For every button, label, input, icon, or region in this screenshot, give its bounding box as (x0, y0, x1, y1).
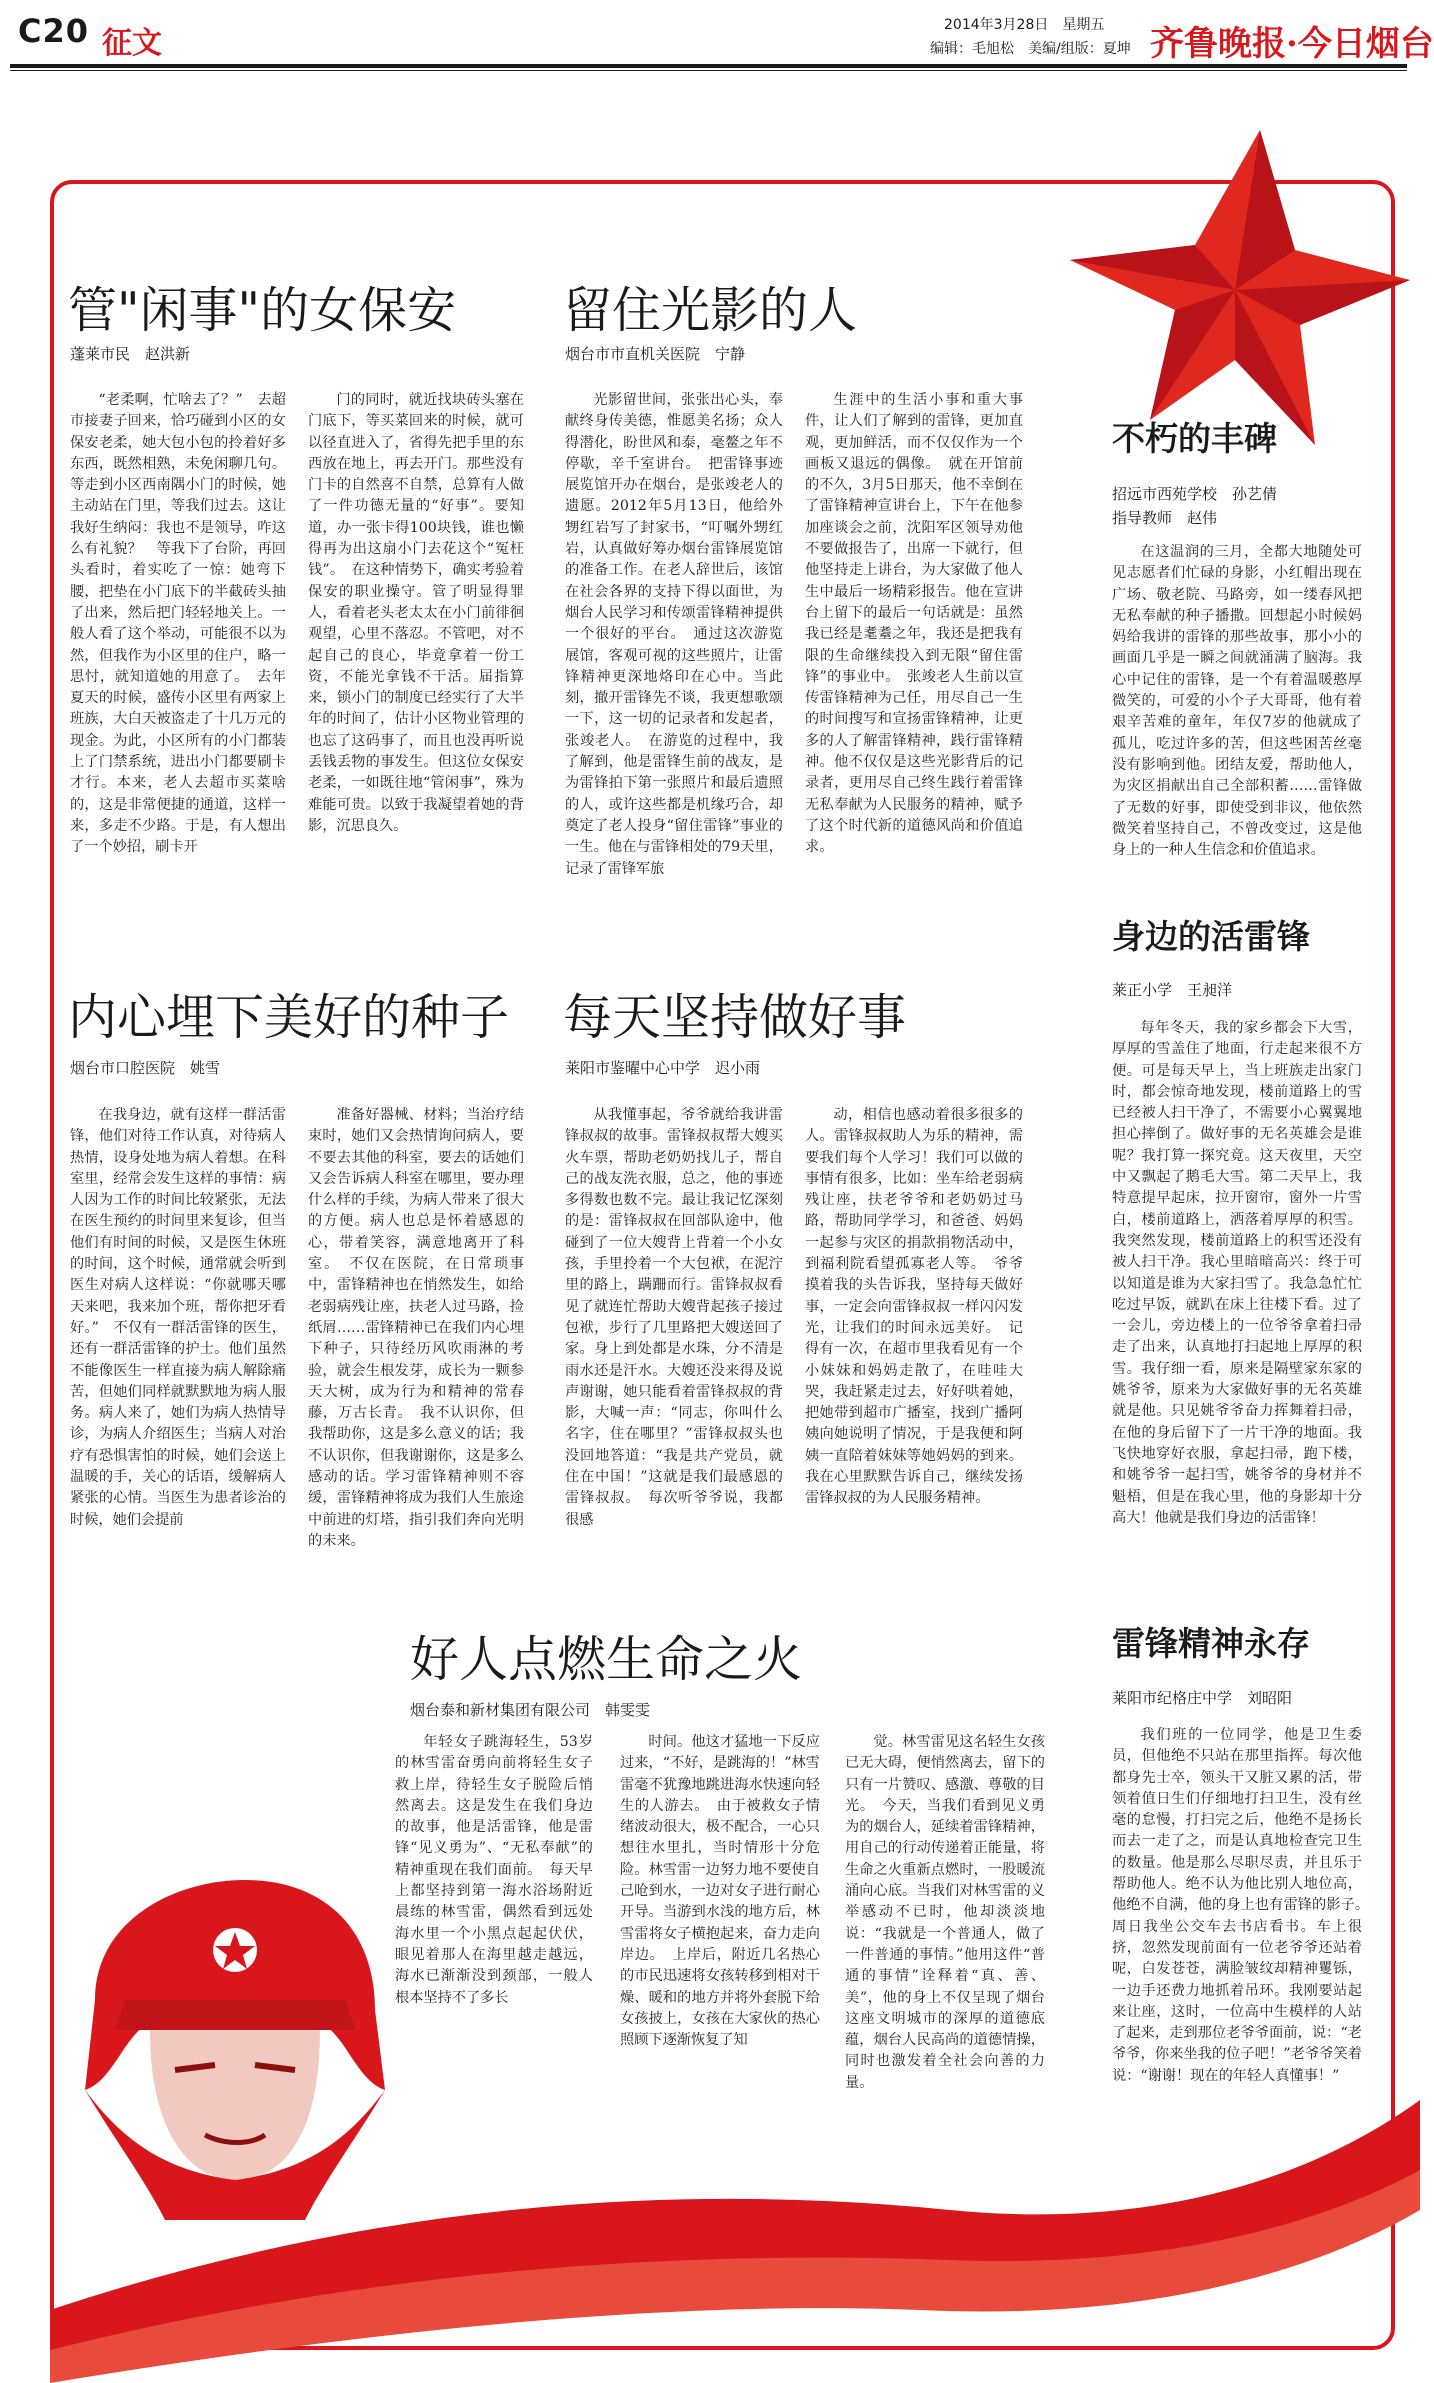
article-1-title: 管"闲事"的女保安 (68, 282, 457, 339)
sidebar-article-2-body: 每年冬天，我的家乡都会下大雪，厚厚的雪盖住了地面，行走起来很不方便。可是每天早上，当上班族走出家门时，都会惊奇地发现，楼前道路上的雪已经被人扫干净了，不需要小心翼翼地担心摔倒了。做好事的无名英雄会是谁呢？我打算一探究竟。这天夜里，天空中又飘起了鹅毛大雪。第二天早上，我特意提早起床，拉开窗帘，窗外一片雪白，楼前道路上，洒落着厚厚的积雪。我突然发现，楼前道路上的积雪还没有被人扫干净。我心里暗暗高兴：终于可以知道是谁为大家扫雪了。我急急忙忙吃过早饭，就趴在床上往楼下看。过了一会儿，旁边楼上的一位爷爷拿着扫帚走了出来，认真地打扫起地上厚厚的积雪。我仔细一看，原来是隔壁家东家的姚爷爷，原来为大家做好事的无名英雄就是他。只见姚爷爷奋力挥舞着扫帚，在他的身后留下了一片干净的地面。我飞快地穿好衣服，拿起扫帚，跑下楼，和姚爷爷一起扫雪，姚爷爷的身材并不魁梧，但是在我心里，他的身影却十分高大！他就是我们身边的活雷锋！ (1112, 1020, 1362, 1526)
newspaper-brand: 齐鲁晚报·今日烟台 (1150, 24, 1434, 64)
sidebar-article-3-title: 雷锋精神永存 (1112, 1624, 1310, 1663)
article-5-title: 好人点燃生命之火 (410, 1631, 803, 1688)
article-2-title: 留住光影的人 (563, 282, 858, 339)
article-1-byline: 蓬莱市民 赵洪新 (70, 345, 191, 363)
page-code: C20 (18, 12, 90, 50)
article-5-col-2: 时间。他这才猛地一下反应过来，“不好，是跳海的！”林雪雷毫不犹豫地跳进海水快速向轻生的人游去。 由于被救女子情绪波动很大，极不配合，一心只想往水里扎，当时情形十分危险。林雪雷一边努力地不要使自己呛到水，一边对女子进行耐心开导。当游到水浅的地方后，林雪雷将女子横抱起来，奋力走向岸边。 上岸后，附近几名热心的市民迅速将女孩转移到相对干燥、暖和的地方并将外套脱下给女孩披上，女孩在大家伙的热心照顾下逐渐恢复了知 (620, 1734, 820, 2049)
sidebar-article-1-byline: 招远市西苑学校 孙艺倩 (1112, 485, 1278, 503)
sidebar-article-1-body: 在这温润的三月，全都大地随处可见志愿者们忙碌的身影，小红帽出现在广场、敬老院、马路旁，如一缕春风把无私奉献的种子播撒。回想起小时候妈妈给我讲的雷锋的那些故事，那小小的画面几乎是一瞬之间就涌满了脑海。我心中记住的雷锋，是一个有着温暖憨厚微笑的，可爱的小个子大哥哥，他有着艰辛苦难的童年，年仅7岁的他就成了孤儿，吃过许多的苦，但这些困苦丝毫没有影响到他。团结友爱，帮助他人，为灾区捐献出自己全部积蓄……雷锋做了无数的好事，即使受到非议，他依然微笑着坚持自己，不曾改变过，这是他身上的一种人生信念和价值追求。 (1112, 544, 1362, 859)
article-4-title: 每天坚持做好事 (563, 989, 907, 1046)
article-5-byline: 烟台泰和新材集团有限公司 韩雯雯 (410, 1701, 651, 1719)
article-2-col-1: 光影留世间，张张出心头，奉献终身传美德，惟愿美名扬；众人得潜化，盼世风和泰，毫鳌之年不停歇，辛千室讲台。 把雷锋事迹展览馆开办在烟台，是张竣老人的遗愿。2012年5月13日，他给外甥红岩写了封家书，“叮嘱外甥红岩，认真做好筹办烟台雷锋展览馆的准备工作。在老人辞世后，该馆在社会各界的支持下得以面世，为烟台人民学习和传颂雷锋精神提供一个很好的平台。 通过这次游览展馆，客观可视的这些照片，让雷锋精神更深地烙印在心中。当此刻，撤开雷锋先不谈，我更想歌颂一下，这一切的记录者和发起者，张竣老人。 在游览的过程中，我了解到，他是雷锋生前的战友，是为雷锋拍下第一张照片和最后遗照的人，或许这些都是机缘巧合，却奠定了老人投身“留住雷锋”事业的一生。他在与雷锋相处的79天里，记录了雷锋军旅 (565, 392, 783, 877)
article-1-col-2: 门的同时，就近找块砖头塞在门底下，等买菜回来的时候，就可以径直进入了，省得先把手里的东西放在地上，再去开门。那些没有门卡的自然喜不自禁，总算有人做了一件功德无量的“好事”。要知道，办一张卡得100块钱，谁也懒得再为出这扇小门去花这个“冤枉钱”。 在这种情势下，确实考验着保安的职业操守。管了明显得罪人，看着老头老太太在小门前徘徊观望，心里不落忍。不管吧，对不起自己的良心，毕竟拿着一份工资，不能光拿钱不干活。届指算来，锁小门的制度已经实行了大半年的时间了，估计小区物业管理的也忘了这码事了，而且也没再听说丢钱丢物的事发生。但这位女保安老柔，一如既往地“管闲事”，殊为难能可贵。以致于我凝望着她的背影，沉思良久。 (308, 392, 524, 834)
article-1-col-1: “老柔啊，忙啥去了？” 去超市接妻子回来，恰巧碰到小区的女保安老柔，她大包小包的拎着好多东西，既然相熟，未免闲聊几句。等走到小区西南隅小门的时候，她主动站在门里，等我们过去。这让我好生纳闷：我也不是领导，咋这么有礼貌？ 等我下了台阶，再回头看时，着实吃了一惊：她弯下腰，把垫在小门底下的半截砖头抽了出来，然后把门轻轻地关上。一般人看了这个举动，可能很不以为然，但我作为小区里的住户，略一思忖，就知道她的用意了。 去年夏天的时候，盛传小区里有两家上班族，大白天被盗走了十几万元的现金。为此，小区所有的小门都装上了门禁系统，进出小门都要刷卡才行。本来，老人去超市买菜啥的，这是非常便捷的通道，这样一来，多走不少路。于是，有人想出了一个妙招，刷卡开 (70, 392, 286, 856)
issue-date: 2014年3月28日 星期五 (944, 17, 1105, 33)
sidebar-article-2-byline: 莱正小学 王昶洋 (1112, 981, 1233, 999)
sidebar-article-1-advisor: 指导教师 赵伟 (1112, 509, 1218, 527)
sidebar-article-1-title: 不朽的丰碑 (1112, 419, 1277, 458)
red-star-icon (1055, 120, 1415, 450)
section-title: 征文 (102, 26, 162, 61)
header-rule-thin (10, 70, 1407, 71)
article-3-col-2: 准备好器械、材料；当治疗结束时，她们又会热情询问病人，要不要去其他的科室，要去的话她们又会告诉病人科室在哪里，要办理什么样的手续，为病人带来了很大的方便。病人也总是怀着感恩的心，带着笑容，满意地离开了科室。 不仅在医院，在日常琐事中，雷锋精神也在悄然发生，如给老弱病残让座，扶老人过马路，捡纸屑……雷锋精神已在我们内心埋下种子，只待经历风吹雨淋的考验，就会生根发芽，成长为一颗参天大树，成为行为和精神的常春藤，万古长青。 我不认识你，但我帮助你，这是多么意义的话；我不认识你，但我谢谢你，这是多么感动的话。学习雷锋精神则不容缓，雷锋精神将成为我们人生旅途中前进的灯塔，指引我们奔向光明的未来。 (308, 1107, 524, 1549)
sidebar-article-3-body: 我们班的一位同学，他是卫生委员，但他绝不只站在那里指挥。每次他都身先士卒，领头干又脏又累的活，带领着值日生们仔细地打扫卫生，没有丝毫的怠慢，打扫完之后，他绝不是扬长而去一走了之，而是认真地检查完卫生的数量。他是那么尽职尽责，并且乐于帮助他人。绝不认为他比别人地位高，他绝不自满，他的身上也有雷锋的影子。 周日我坐公交车去书店看书。车上很挤，忽然发现前面有一位老爷爷还站着呢，白发苍苍，满脸皱纹却精神矍铄，一边手还费力地抓着吊环。我刚要站起来让座，这时，一位高中生模样的人站了起来，走到那位老爷爷面前，说：“老爷爷，你来坐我的位子吧！”老爷爷笑着说：“谢谢！现在的年轻人真懂事！” (1112, 1727, 1377, 2084)
sidebar-article-3-byline: 莱阳市纪格庄中学 刘昭阳 (1112, 1689, 1293, 1707)
article-4-col-2: 动，相信也感动着很多很多的人。雷锋叔叔助人为乐的精神，需要我们每个人学习！我们可以做的事情有很多，比如：坐车给老弱病残让座，扶老爷爷和老奶奶过马路，帮助同学学习，和爸爸、妈妈一起参与灾区的捐款捐物活动中，到福利院看望孤寡老人等。 爷爷摸着我的头告诉我，坚持每天做好事，一定会向雷锋叔叔一样闪闪发光，让我们的时间永远美好。 记得有一次，在超市里我看见有一个小妹妹和妈妈走散了，在哇哇大哭，我赶紧走过去，好好哄着她，把她带到超市广播室，找到广播阿姨向她说明了情况，于是我便和阿姨一直陪着妹妹等她妈妈的到来。我在心里默默告诉自己，继续发扬雷锋叔叔的为人民服务精神。 (805, 1107, 1023, 1507)
article-5-col-1: 年轻女子跳海轻生，53岁的林雪雷奋勇向前将轻生女子救上岸，待轻生女子脱险后悄然离去。这是发生在我们身边的故事，他是活雷锋，他是雷锋“见义勇为”、“无私奉献”的精神重现在我们面前。 每天早上都坚持到第一海水浴场附近晨练的林雪雷，偶然看到远处海水里一个小黑点起起伏伏，眼见着那人在海里越走越远，海水已渐渐没到颈部，一般人根本坚持不了多长 (395, 1734, 593, 2006)
header-rule (10, 64, 1407, 68)
article-4-col-1: 从我懂事起，爷爷就给我讲雷锋叔叔的故事。雷锋叔叔帮大嫂买火车票，帮助老奶奶找儿子，帮自己的战友洗衣服，总之，他的事迹多得数也数不完。最让我记忆深刻的是：雷锋叔叔在回部队途中，他碰到了一位大嫂背上背着一个小女孩，手里拎着一个大包袱，在泥泞里的路上，蹒跚而行。雷锋叔叔看见了就连忙帮助大嫂背起孩子接过包袱，步行了几里路把大嫂送回了家。身上到处都是水珠，分不清是雨水还是汗水。大嫂还没来得及说声谢谢，她只能看着雷锋叔叔的背影，大喊一声：“同志，你叫什么名字，住在哪里？”雷锋叔叔头也没回地答道：“我是共产党员，就住在中国！”这就是我们最感恩的雷锋叔叔。 每次听爷爷说，我都很感 (565, 1107, 783, 1528)
editors-credit: 编辑：毛旭松 美编/组版：夏坤 (930, 41, 1131, 57)
article-3-title: 内心埋下美好的种子 (68, 989, 510, 1046)
sidebar-article-2-title: 身边的活雷锋 (1112, 917, 1310, 956)
article-4-byline: 莱阳市鉴曜中心中学 迟小雨 (565, 1059, 761, 1077)
article-3-col-1: 在我身边，就有这样一群活雷锋，他们对待工作认真，对待病人热情，设身处地为病人着想。在科室里，经常会发生这样的事情：病人因为工作的时间比较紧张，无法在医生预约的时间里来复诊，但当他们有时间的时候，又是医生休班的时间，这个时候，通常就会听到医生对病人这样说：“你就哪天哪天来吧，我来加个班，帮你把牙看好。” 不仅有一群活雷锋的医生，还有一群活雷锋的护士。他们虽然不能像医生一样直接为病人解除痛苦，但她们同样就默默地为病人服务。病人来了，她们为病人热情导诊，为病人介绍医生；当病人对治疗有恐惧害怕的时候，她们会送上温暖的手，关心的话语，缓解病人紧张的心情。当医生为患者诊治的时候，她们会提前 (70, 1107, 286, 1528)
lei-feng-portrait-icon (55, 1880, 415, 2230)
article-3-byline: 烟台市口腔医院 姚雪 (70, 1059, 221, 1077)
article-5-col-3: 觉。林雪雷见这名轻生女孩已无大碍，便悄然离去，留下的只有一片赞叹、感激、尊敬的目光。 今天，当我们看到见义勇为的烟台人，延续着雷锋精神，用自己的行动传递着正能量，将生命之火重新点燃时，一股暖流涌向心底。当我们对林雪雷的义举感动不已时，他却淡淡地说：“我就是一个普通人，做了一件普通的事情。”他用这件“普通的事情”诠释着“真、善、美”，他的身上不仅呈现了烟台这座文明城市的深厚的道德底蕴，烟台人民高尚的道德情操，同时也激发着全社会向善的力量。 (845, 1734, 1045, 2091)
article-2-col-2: 生涯中的生活小事和重大事件，让人们了解到的雷锋，更加直观，更加鲜活，而不仅仅作为一个画板又退远的偶像。 就在开馆前的不久，3月5日那天，他不幸倒在了雷锋精神宣讲台上，下午在他参加座谈会之前，沈阳军区领导劝他不要做报告了，出席一下就行，但他坚持走上讲台，为大家做了他人生中最后一场精彩报告。他在宣讲台上留下的最后一句话就是：虽然我已经是耄耋之年，我还是把我有限的生命继续投入到无限“留住雷锋”的事业中。 张竣老人生前以宣传雷锋精神为己任，用尽自己一生的时间搜写和宣扬雷锋精神，让更多的人了解雷锋精神，践行雷锋精神。他不仅仅是这些光影背后的记录者，更用尽自己终生践行着雷锋无私奉献为人民服务的精神，赋予了这个时代新的道德风尚和价值追求。 (805, 392, 1023, 856)
article-2-byline: 烟台市市直机关医院 宁静 (565, 345, 746, 363)
